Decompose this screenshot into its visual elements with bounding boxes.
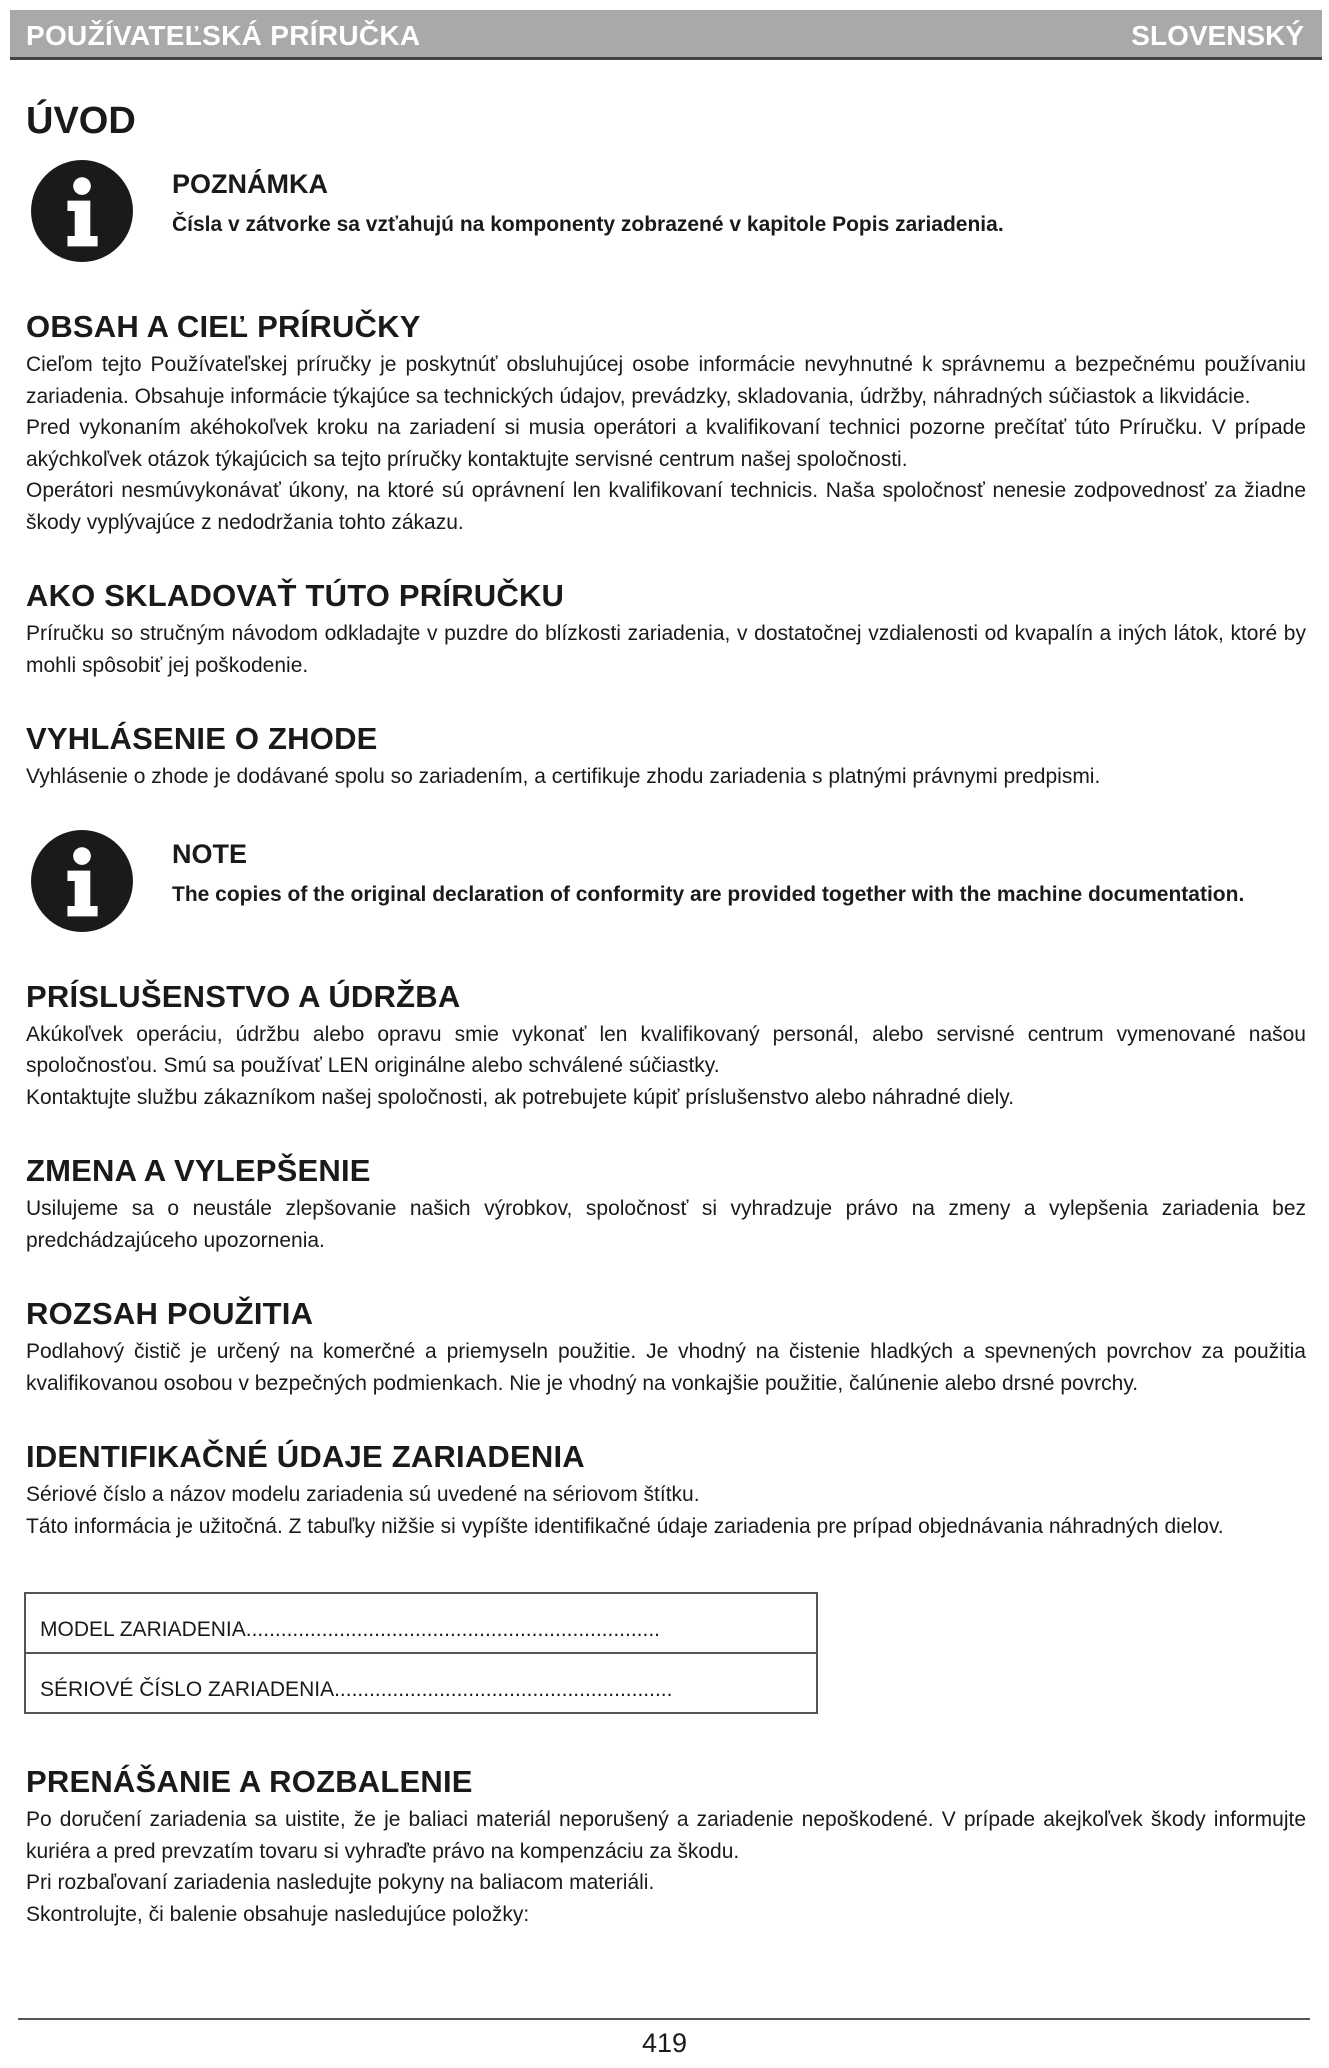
paragraph: Akúkoľvek operáciu, údržbu alebo opravu smie vykonať len kvalifikovaný personál, alebo servisné centrum vymenované našou spoločnosťou. Smú sa používať LEN originálne alebo schválené súčiastky. <box>26 1022 1306 1077</box>
note-block <box>26 159 1306 269</box>
note-text: The copies of the original declaration of conformity are provided together with the machine documentation. <box>172 882 1245 906</box>
paragraph: Podlahový čistič je určený na komerčné a priemyseln použitie. Je vhodný na čistenie hladkých a spevnených povrchov za použitia kvalifikovanou osobou v bezpečných podmienkach. Nie je vhodný na vonkajšie použitie, čalúnenie alebo drsné povrchy. <box>26 1340 1306 1395</box>
paragraph: Usilujeme sa o neustále zlepšovanie našich výrobkov, spoločnosť si vyhradzuje právo na zmeny a vylepšenia zariadenia bez predchádzajúceho upozornenia. <box>26 1197 1306 1252</box>
paragraph: Cieľom tejto Používateľskej príručky je poskytnúť obsluhujúcej osobe informácie nevyhnutné k správnemu a bezpečnému používaniu zariadenia. Obsahuje informácie týkajúce sa technických údajov, prevádzky, skladovania, údržby, náhradných súčiastok a likvidácie. <box>26 353 1306 408</box>
section-heading: ZMENA A VYLEPŠENIE <box>26 1153 371 1188</box>
section-skladovat <box>26 578 1306 681</box>
section-heading: AKO SKLADOVAŤ TÚTO PRÍRUČKU <box>26 578 565 613</box>
section-zmena <box>26 1153 1306 1256</box>
info-icon <box>30 159 134 263</box>
paragraph: Táto informácia je užitočná. Z tabuľky nižšie si vypíšte identifikačné údaje zariadenia pre prípad objednávania náhradných dielov. <box>26 1514 1224 1538</box>
paragraph: Kontaktujte službu zákazníkom našej spoločnosti, ak potrebujete kúpiť príslušenstvo alebo náhradné diely. <box>26 1085 1015 1109</box>
section-heading: PRENÁŠANIE A ROZBALENIE <box>26 1764 473 1799</box>
section-prenasanie <box>26 1764 1306 1930</box>
page-title: ÚVOD <box>26 100 136 142</box>
paragraph: Sériové číslo a názov modelu zariadenia sú uvedené na sériovom štítku. <box>26 1483 700 1506</box>
section-heading: VYHLÁSENIE O ZHODE <box>26 721 378 756</box>
note-title: POZNÁMKA <box>172 169 328 199</box>
note-title: NOTE <box>172 838 248 869</box>
section-zhoda <box>26 721 1306 793</box>
paragraph: Príručku so stručným návodom odkladajte v puzdre do blízkosti zariadenia, v dostatočnej vzdialenosti od kvapalín a iných látok, ktoré by mohli spôsobiť jej poškodenie. <box>26 622 1306 677</box>
serial-row[interactable] <box>26 1652 816 1712</box>
section-prislusenstvo <box>26 979 1306 1114</box>
serial-field: SÉRIOVÉ ČÍSLO ZARIADENIA.......................................................... <box>40 1678 673 1701</box>
footer-divider <box>18 2018 1310 2020</box>
section-obsah <box>26 309 1306 538</box>
paragraph: Po doručení zariadenia sa uistite, že je baliaci materiál neporušený a zariadenie nepoškodené. V prípade akejkoľvek škody informujte kuriéra a pred prevzatím tovaru si vyhraďte právo na kompenzáciu za škodu. <box>26 1808 1306 1863</box>
info-icon <box>30 829 134 933</box>
note-text: Čísla v zátvorke sa vzťahujú na komponenty zobrazené v kapitole Popis zariadenia. <box>172 213 1004 236</box>
model-row[interactable] <box>26 1594 816 1652</box>
page-content <box>26 90 1306 1970</box>
page-number: 419 <box>641 2028 688 2058</box>
section-heading: ROZSAH POUŽITIA <box>26 1296 314 1331</box>
header-title: POUŽÍVATEĽSKÁ PRÍRUČKA <box>26 20 421 51</box>
paragraph: Vyhlásenie o zhode je dodávané spolu so zariadením, a certifikuje zhodu zariadenia s platnými právnymi predpismi. <box>26 765 1101 788</box>
paragraph: Pri rozbaľovaní zariadenia nasledujte pokyny na baliacom materiáli. <box>26 1871 655 1894</box>
paragraph: Pred vykonaním akéhokoľvek kroku na zariadení si musia operátori a kvalifikovaní technici pozorne prečítať túto Príručku. V prípade akýchkoľvek otázok týkajúcich sa tejto príručky kontaktujte servisné centrum našej spoločnosti. <box>26 416 1306 471</box>
paragraph: Skontrolujte, či balenie obsahuje nasledujúce položky: <box>26 1902 530 1926</box>
header-language: SLOVENSKÝ <box>1131 20 1304 51</box>
note-block <box>26 829 1306 939</box>
section-heading: OBSAH A CIEĽ PRÍRUČKY <box>26 309 421 344</box>
paragraph: Operátori nesmúvykonávať úkony, na ktoré sú oprávnení len kvalifikovaní technicis. Naša spoločnosť nenesie zodpovednosť za žiadne škody vyplývajúce z nedodržania tohto zákazu. <box>26 479 1306 534</box>
section-heading: IDENTIFIKAČNÉ ÚDAJE ZARIADENIA <box>26 1439 585 1474</box>
section-rozsah <box>26 1296 1306 1399</box>
model-field: MODEL ZARIADENIA....................................................................... <box>40 1618 661 1641</box>
section-heading: PRÍSLUŠENSTVO A ÚDRŽBA <box>26 978 461 1014</box>
page-header <box>10 10 1322 60</box>
identification-table <box>24 1592 818 1714</box>
section-identifikacne <box>26 1439 1306 1542</box>
